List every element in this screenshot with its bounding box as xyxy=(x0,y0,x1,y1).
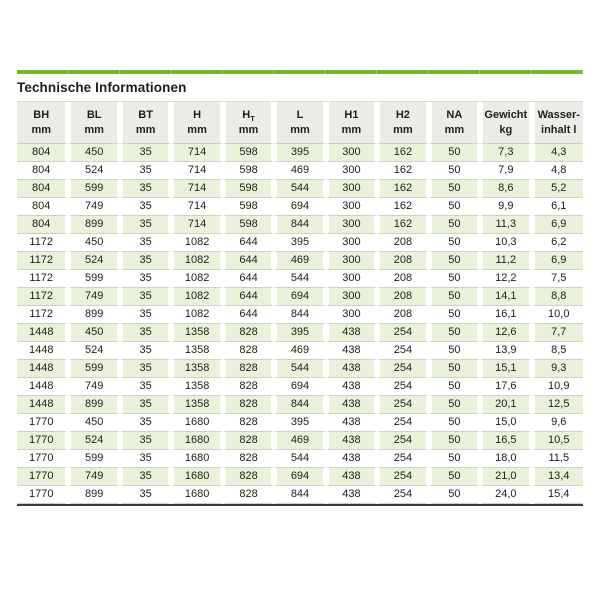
table-cell: 35 xyxy=(120,396,171,414)
table-row xyxy=(17,360,583,378)
table-cell: 438 xyxy=(326,486,377,504)
table-cell: 35 xyxy=(120,144,171,162)
table-cell: 599 xyxy=(68,450,119,468)
table-cell: 21,0 xyxy=(480,468,531,486)
table-cell: 749 xyxy=(68,378,119,396)
table-cell: 35 xyxy=(120,324,171,342)
table-cell: 24,0 xyxy=(480,486,531,504)
column-unit: mm xyxy=(238,123,259,136)
table-cell: 6,9 xyxy=(532,252,583,270)
table-cell: 438 xyxy=(326,342,377,360)
table-cell: 50 xyxy=(429,450,480,468)
table-cell: 14,1 xyxy=(480,288,531,306)
table-row xyxy=(17,198,583,216)
table-cell: 50 xyxy=(429,378,480,396)
table-cell: 524 xyxy=(68,252,119,270)
table-cell: 598 xyxy=(223,198,274,216)
table-row xyxy=(17,378,583,396)
table-cell: 50 xyxy=(429,468,480,486)
table-cell: 1172 xyxy=(17,270,68,288)
table-cell: 35 xyxy=(120,378,171,396)
table-cell: 749 xyxy=(68,288,119,306)
table-cell: 714 xyxy=(171,162,222,180)
table-cell: 15,1 xyxy=(480,360,531,378)
table-cell: 11,3 xyxy=(480,216,531,234)
table-cell: 438 xyxy=(326,468,377,486)
tech-info-table xyxy=(17,102,583,504)
column-header xyxy=(274,102,325,144)
column-header xyxy=(17,102,68,144)
accent-bar xyxy=(17,70,583,74)
table-cell: 450 xyxy=(68,234,119,252)
table-cell: 50 xyxy=(429,216,480,234)
table-cell: 7,9 xyxy=(480,162,531,180)
table-cell: 1172 xyxy=(17,306,68,324)
table-cell: 828 xyxy=(223,414,274,432)
column-label: BT xyxy=(138,108,153,121)
table-cell: 162 xyxy=(377,216,428,234)
section-title: Technische Informationen xyxy=(17,80,187,95)
table-cell: 544 xyxy=(274,360,325,378)
column-label: Wasser- xyxy=(537,108,580,121)
table-row xyxy=(17,270,583,288)
table-cell: 50 xyxy=(429,144,480,162)
column-label: NA xyxy=(446,108,463,121)
table-cell: 6,2 xyxy=(532,234,583,252)
table-cell: 438 xyxy=(326,432,377,450)
table-cell: 13,4 xyxy=(532,468,583,486)
table-cell: 395 xyxy=(274,234,325,252)
table-cell: 35 xyxy=(120,162,171,180)
table-cell: 1448 xyxy=(17,342,68,360)
table-cell: 469 xyxy=(274,342,325,360)
column-header xyxy=(377,102,428,144)
table-cell: 1082 xyxy=(171,252,222,270)
table-cell: 16,5 xyxy=(480,432,531,450)
table-cell: 35 xyxy=(120,360,171,378)
table-cell: 8,8 xyxy=(532,288,583,306)
column-header xyxy=(120,102,171,144)
table-cell: 828 xyxy=(223,360,274,378)
column-unit: kg xyxy=(499,123,513,136)
table-cell: 1172 xyxy=(17,234,68,252)
table-cell: 162 xyxy=(377,162,428,180)
table-cell: 644 xyxy=(223,252,274,270)
column-label: BH xyxy=(33,108,50,121)
table-cell: 828 xyxy=(223,342,274,360)
table-cell: 7,3 xyxy=(480,144,531,162)
table-cell: 254 xyxy=(377,342,428,360)
table-cell: 844 xyxy=(274,216,325,234)
table-cell: 12,5 xyxy=(532,396,583,414)
table-cell: 50 xyxy=(429,252,480,270)
table-cell: 438 xyxy=(326,378,377,396)
table-cell: 13,9 xyxy=(480,342,531,360)
table-cell: 35 xyxy=(120,234,171,252)
table-cell: 50 xyxy=(429,288,480,306)
table-cell: 254 xyxy=(377,378,428,396)
table-cell: 15,0 xyxy=(480,414,531,432)
table-cell: 35 xyxy=(120,252,171,270)
table-cell: 35 xyxy=(120,414,171,432)
column-unit: inhalt l xyxy=(541,123,577,136)
table-cell: 524 xyxy=(68,162,119,180)
table-cell: 6,9 xyxy=(532,216,583,234)
table-cell: 1082 xyxy=(171,306,222,324)
table-cell: 300 xyxy=(326,144,377,162)
table-cell: 524 xyxy=(68,432,119,450)
column-label: H xyxy=(193,108,202,121)
table-cell: 598 xyxy=(223,216,274,234)
table-row xyxy=(17,432,583,450)
table-cell: 254 xyxy=(377,324,428,342)
table-cell: 438 xyxy=(326,360,377,378)
table-cell: 1448 xyxy=(17,396,68,414)
table-cell: 1358 xyxy=(171,342,222,360)
table-cell: 438 xyxy=(326,450,377,468)
table-cell: 50 xyxy=(429,234,480,252)
table-cell: 450 xyxy=(68,414,119,432)
table-cell: 50 xyxy=(429,270,480,288)
table-cell: 1082 xyxy=(171,234,222,252)
table-cell: 17,6 xyxy=(480,378,531,396)
table-cell: 469 xyxy=(274,252,325,270)
table-cell: 208 xyxy=(377,306,428,324)
table-cell: 828 xyxy=(223,396,274,414)
table-cell: 694 xyxy=(274,468,325,486)
table-cell: 1448 xyxy=(17,324,68,342)
table-row xyxy=(17,324,583,342)
table-cell: 5,2 xyxy=(532,180,583,198)
table-cell: 1082 xyxy=(171,288,222,306)
table-cell: 1448 xyxy=(17,360,68,378)
table-cell: 35 xyxy=(120,270,171,288)
table-cell: 899 xyxy=(68,216,119,234)
table-cell: 208 xyxy=(377,288,428,306)
table-cell: 828 xyxy=(223,450,274,468)
table-cell: 9,6 xyxy=(532,414,583,432)
table-cell: 694 xyxy=(274,288,325,306)
table-cell: 162 xyxy=(377,180,428,198)
table-cell: 4,3 xyxy=(532,144,583,162)
table-cell: 11,2 xyxy=(480,252,531,270)
table-cell: 694 xyxy=(274,378,325,396)
column-header xyxy=(532,102,583,144)
table-cell: 50 xyxy=(429,342,480,360)
table-cell: 20,1 xyxy=(480,396,531,414)
table-cell: 208 xyxy=(377,234,428,252)
table-cell: 438 xyxy=(326,324,377,342)
table-cell: 395 xyxy=(274,144,325,162)
table-cell: 828 xyxy=(223,468,274,486)
table-cell: 598 xyxy=(223,144,274,162)
table-cell: 1680 xyxy=(171,468,222,486)
table-cell: 12,2 xyxy=(480,270,531,288)
table-row xyxy=(17,180,583,198)
table-cell: 254 xyxy=(377,450,428,468)
table-cell: 1358 xyxy=(171,324,222,342)
column-unit: mm xyxy=(290,123,310,136)
table-row xyxy=(17,144,583,162)
table-cell: 844 xyxy=(274,486,325,504)
table-cell: 300 xyxy=(326,270,377,288)
table-cell: 300 xyxy=(326,198,377,216)
table-cell: 35 xyxy=(120,486,171,504)
table-cell: 162 xyxy=(377,198,428,216)
table-cell: 828 xyxy=(223,378,274,396)
table-cell: 644 xyxy=(223,234,274,252)
header-row xyxy=(17,102,583,144)
table-cell: 899 xyxy=(68,486,119,504)
table-cell: 1770 xyxy=(17,450,68,468)
table-row xyxy=(17,306,583,324)
table-cell: 804 xyxy=(17,216,68,234)
table-cell: 450 xyxy=(68,144,119,162)
table-row xyxy=(17,414,583,432)
column-unit: mm xyxy=(84,123,104,136)
table-cell: 599 xyxy=(68,270,119,288)
table-row xyxy=(17,252,583,270)
table-cell: 18,0 xyxy=(480,450,531,468)
table-cell: 50 xyxy=(429,486,480,504)
column-unit: mm xyxy=(31,123,51,136)
table-cell: 844 xyxy=(274,306,325,324)
table-cell: 300 xyxy=(326,288,377,306)
table-row xyxy=(17,216,583,234)
table-cell: 828 xyxy=(223,432,274,450)
table-cell: 749 xyxy=(68,198,119,216)
table-cell: 8,6 xyxy=(480,180,531,198)
column-header xyxy=(429,102,480,144)
table-cell: 1448 xyxy=(17,378,68,396)
table-cell: 300 xyxy=(326,234,377,252)
column-label: Gewicht xyxy=(484,108,528,121)
table-cell: 50 xyxy=(429,306,480,324)
table-cell: 50 xyxy=(429,360,480,378)
table-cell: 254 xyxy=(377,432,428,450)
table-cell: 1680 xyxy=(171,414,222,432)
table-cell: 16,1 xyxy=(480,306,531,324)
table-cell: 694 xyxy=(274,198,325,216)
table-cell: 254 xyxy=(377,396,428,414)
table-cell: 599 xyxy=(68,360,119,378)
table-cell: 6,1 xyxy=(532,198,583,216)
table-cell: 1680 xyxy=(171,486,222,504)
table-cell: 1172 xyxy=(17,252,68,270)
table-cell: 1680 xyxy=(171,432,222,450)
table-cell: 714 xyxy=(171,216,222,234)
table-cell: 1082 xyxy=(171,270,222,288)
table-cell: 804 xyxy=(17,180,68,198)
table-cell: 828 xyxy=(223,324,274,342)
column-label: H1 xyxy=(344,108,359,121)
table-cell: 300 xyxy=(326,180,377,198)
table-cell: 35 xyxy=(120,216,171,234)
table-cell: 644 xyxy=(223,288,274,306)
table-cell: 50 xyxy=(429,432,480,450)
table-cell: 35 xyxy=(120,288,171,306)
table-cell: 1358 xyxy=(171,360,222,378)
table-cell: 438 xyxy=(326,414,377,432)
table-cell: 544 xyxy=(274,450,325,468)
table-cell: 804 xyxy=(17,144,68,162)
table-cell: 208 xyxy=(377,252,428,270)
table-cell: 35 xyxy=(120,180,171,198)
table-cell: 254 xyxy=(377,414,428,432)
column-header xyxy=(223,102,274,144)
column-header xyxy=(171,102,222,144)
table-row xyxy=(17,486,583,504)
table-cell: 749 xyxy=(68,468,119,486)
table-row xyxy=(17,162,583,180)
column-header xyxy=(68,102,119,144)
table-cell: 254 xyxy=(377,486,428,504)
table-cell: 300 xyxy=(326,162,377,180)
table-row xyxy=(17,450,583,468)
table-cell: 254 xyxy=(377,468,428,486)
table-row xyxy=(17,468,583,486)
table-cell: 438 xyxy=(326,396,377,414)
column-unit: mm xyxy=(135,123,156,136)
table-cell: 804 xyxy=(17,162,68,180)
table-cell: 395 xyxy=(274,324,325,342)
column-unit: mm xyxy=(341,123,362,136)
table-cell: 598 xyxy=(223,162,274,180)
column-header xyxy=(480,102,531,144)
table-cell: 35 xyxy=(120,468,171,486)
column-label: L xyxy=(296,108,304,121)
table-cell: 469 xyxy=(274,162,325,180)
table-row xyxy=(17,342,583,360)
table-cell: 50 xyxy=(429,162,480,180)
table-cell: 208 xyxy=(377,270,428,288)
table-cell: 828 xyxy=(223,486,274,504)
table-cell: 598 xyxy=(223,180,274,198)
table-cell: 7,5 xyxy=(532,270,583,288)
table-cell: 300 xyxy=(326,216,377,234)
table-cell: 1770 xyxy=(17,414,68,432)
table-cell: 524 xyxy=(68,342,119,360)
table-cell: 254 xyxy=(377,360,428,378)
table-cell: 12,6 xyxy=(480,324,531,342)
table-cell: 35 xyxy=(120,342,171,360)
column-unit: mm xyxy=(393,123,413,136)
table-cell: 162 xyxy=(377,144,428,162)
table-cell: 4,8 xyxy=(532,162,583,180)
table-cell: 10,3 xyxy=(480,234,531,252)
column-label-subscript: T xyxy=(250,113,255,123)
column-unit: mm xyxy=(444,123,465,136)
table-cell: 35 xyxy=(120,198,171,216)
table-cell: 714 xyxy=(171,144,222,162)
table-cell: 35 xyxy=(120,450,171,468)
table-cell: 469 xyxy=(274,432,325,450)
table-cell: 599 xyxy=(68,180,119,198)
table-cell: 9,3 xyxy=(532,360,583,378)
table-cell: 300 xyxy=(326,306,377,324)
table-cell: 1770 xyxy=(17,432,68,450)
table-cell: 804 xyxy=(17,198,68,216)
table-cell: 7,7 xyxy=(532,324,583,342)
table-cell: 10,9 xyxy=(532,378,583,396)
table-body xyxy=(17,144,583,504)
table-cell: 1358 xyxy=(171,378,222,396)
table-cell: 450 xyxy=(68,324,119,342)
table-cell: 10,0 xyxy=(532,306,583,324)
table-cell: 1680 xyxy=(171,450,222,468)
table-cell: 1770 xyxy=(17,468,68,486)
table-bottom-border xyxy=(17,504,583,506)
table-cell: 50 xyxy=(429,198,480,216)
column-header xyxy=(326,102,377,144)
table-cell: 1770 xyxy=(17,486,68,504)
table-cell: 35 xyxy=(120,432,171,450)
column-label: H2 xyxy=(395,108,410,121)
table-cell: 1358 xyxy=(171,396,222,414)
table-cell: 50 xyxy=(429,396,480,414)
table-cell: 644 xyxy=(223,306,274,324)
table-cell: 10,5 xyxy=(532,432,583,450)
table-cell: 544 xyxy=(274,270,325,288)
table-cell: 544 xyxy=(274,180,325,198)
table-cell: 300 xyxy=(326,252,377,270)
table-cell: 50 xyxy=(429,324,480,342)
table-cell: 844 xyxy=(274,396,325,414)
table-cell: 899 xyxy=(68,306,119,324)
column-label: H xyxy=(242,108,251,121)
column-label: BL xyxy=(86,108,102,121)
table-cell: 8,5 xyxy=(532,342,583,360)
table-cell: 15,4 xyxy=(532,486,583,504)
table-cell: 50 xyxy=(429,180,480,198)
table-cell: 714 xyxy=(171,180,222,198)
table-cell: 1172 xyxy=(17,288,68,306)
table-cell: 644 xyxy=(223,270,274,288)
column-unit: mm xyxy=(187,123,207,136)
table-cell: 9,9 xyxy=(480,198,531,216)
table-cell: 395 xyxy=(274,414,325,432)
table-row xyxy=(17,234,583,252)
table-cell: 11,5 xyxy=(532,450,583,468)
table-cell: 35 xyxy=(120,306,171,324)
table-row xyxy=(17,288,583,306)
table-cell: 714 xyxy=(171,198,222,216)
table-cell: 899 xyxy=(68,396,119,414)
table-row xyxy=(17,396,583,414)
table-cell: 50 xyxy=(429,414,480,432)
table-header xyxy=(17,102,583,144)
